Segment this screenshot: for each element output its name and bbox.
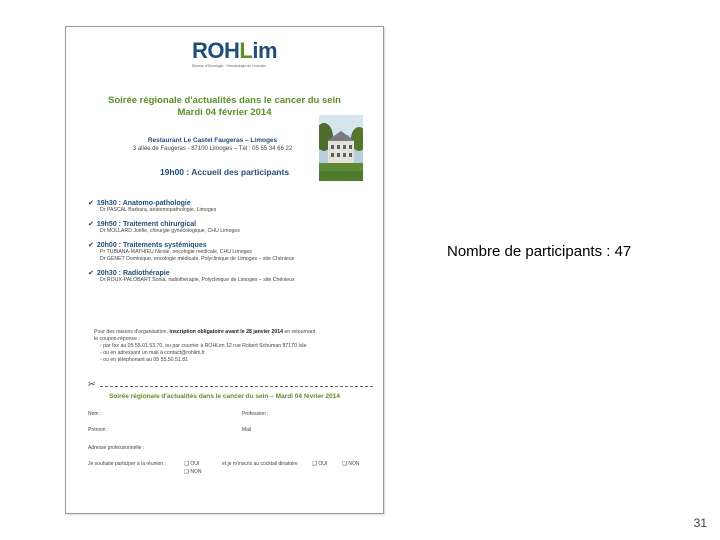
- option-oui: OUI: [318, 461, 328, 467]
- agenda-title: Anatomo-pathologie: [122, 200, 191, 207]
- venue-address: 3 allée de Faugeras - 87100 Limoges – Tél : 05 55 34 66 22: [132, 146, 293, 152]
- venue-block: [110, 137, 315, 152]
- venue-name: Restaurant Le Castel Faugeras – Limoges: [147, 137, 278, 144]
- agenda-title: Traitement chirurgical: [122, 221, 197, 228]
- checkbox-icon: ❑: [184, 469, 189, 475]
- check-icon: ✔: [88, 221, 94, 228]
- agenda-item: ✔ 20h30 : Radiothérapie Dr ROUX-PALOBART Sonia, radiothérapie, Polyclinique de Limoges – site Chénieux: [88, 269, 378, 284]
- logo-suffix: im: [252, 38, 278, 63]
- coupon-title: Soirée régionale d'actualités dans le cancer du sein – Mardi 04 février 2014: [109, 393, 340, 400]
- option-non: NON: [348, 461, 360, 467]
- agenda-time: 20h30: [96, 270, 117, 277]
- check-icon: ✔: [88, 242, 94, 249]
- agenda-time: 20h00: [96, 242, 117, 249]
- agenda-speaker: Dr PASCAL Barbara, anatomopathologie, Limoges: [100, 207, 217, 213]
- agenda-item: ✔ 19h50 : Traitement chirurgical Dr MOLLARD Joëlle, chirurgie gynécologique, CHU Limoges: [88, 220, 378, 235]
- notice-lead: Pour des raisons d'organisation,: [94, 329, 170, 335]
- notice-lead2: le coupon-réponse :: [94, 336, 140, 342]
- logo-letter: L: [239, 38, 253, 63]
- logo-wordmark: [192, 39, 292, 63]
- check-icon: ✔: [88, 200, 94, 207]
- notice-deadline: inscription obligatoire avant le 28 janvier 2014: [169, 329, 283, 335]
- coupon-adresse: Adresse professionnelle :: [88, 445, 145, 451]
- agenda-item: ✔ 20h00 : Traitements systémiques Pr TUBIANA-MATHIEU Nicole, oncologie médicale, CHU Limoges Dr GENET Dominique, oncologie médicale, Polyclinique de Limoges – site Chénieux: [88, 241, 378, 263]
- coupon-reunion-question: Je souhaite participer à la réunion :: [88, 461, 166, 467]
- flyer-image: [65, 26, 384, 514]
- notice-phone: - ou en téléphonant au 05 55.50.51.81: [100, 357, 188, 363]
- logo-tagline: Réseau d'Oncologie · Hématologie du Limousin: [192, 64, 267, 68]
- checkbox-icon: ❑: [184, 461, 189, 467]
- agenda-time: 19h30: [96, 200, 117, 207]
- agenda-speaker: Dr ROUX-PALOBART Sonia, radiothérapie, Polyclinique de Limoges – site Chénieux: [100, 277, 295, 283]
- check-icon: ✔: [88, 270, 94, 277]
- coupon-cocktail-non: [342, 461, 359, 467]
- coupon-reunion-oui: [184, 461, 199, 467]
- dashed-divider: [100, 386, 373, 387]
- slide-caption: Nombre de participants : 47: [447, 243, 632, 260]
- cut-line: [88, 379, 373, 390]
- registration-notice: [94, 329, 379, 364]
- agenda-item: ✔ 19h30 : Anatomo-pathologie Dr PASCAL Barbara, anatomopathologie, Limoges: [88, 199, 378, 214]
- checkbox-icon: ❑: [342, 461, 347, 467]
- agenda-speaker: Dr MOLLARD Joëlle, chirurgie gynécologique, CHU Limoges: [100, 228, 240, 234]
- agenda-time: 19h50: [96, 221, 117, 228]
- agenda-list: [88, 199, 378, 290]
- coupon-profession: Profession :: [242, 411, 269, 417]
- coupon-reunion-non: [184, 469, 201, 475]
- rohlim-logo: [192, 39, 292, 73]
- coupon-mail: Mail: [242, 427, 252, 433]
- option-oui: OUI: [190, 461, 200, 467]
- scissors-icon: ✂: [88, 379, 96, 389]
- coupon-nom: Nom :: [88, 411, 102, 417]
- event-title: Soirée régionale d'actualités dans le cancer du sein: [108, 95, 341, 106]
- notice-mail: - ou en adressant un mail à contact@rohlim.fr: [100, 350, 206, 356]
- checkbox-icon: ❑: [312, 461, 317, 467]
- event-date: Mardi 04 février 2014: [177, 107, 272, 118]
- slide-page-number: 31: [693, 516, 707, 530]
- agenda-speaker: Dr GENET Dominique, oncologie médicale, Polyclinique de Limoges – site Chénieux: [100, 256, 295, 262]
- welcome-time: 19h00 : Accueil des participants: [159, 167, 290, 177]
- coupon-cocktail-question: et je m'inscris au cocktail dinatoire: [222, 461, 298, 467]
- agenda-title: Traitements systémiques: [122, 242, 207, 249]
- logo-prefix: ROH: [192, 38, 240, 63]
- coupon-cocktail-oui: [312, 461, 327, 467]
- option-non: NON: [190, 469, 202, 475]
- notice-lead-end: en retournant: [282, 329, 316, 335]
- agenda-title: Radiothérapie: [122, 270, 170, 277]
- agenda-speaker: Pr TUBIANA-MATHIEU Nicole, oncologie médicale, CHU Limoges: [100, 249, 253, 255]
- notice-fax: - par fax au 05 55.01.53.70, ou par courrier à ROHLim 12 rue Robert Schuman 87170 Isle: [100, 343, 307, 349]
- coupon-prenom: Prénom :: [88, 427, 109, 433]
